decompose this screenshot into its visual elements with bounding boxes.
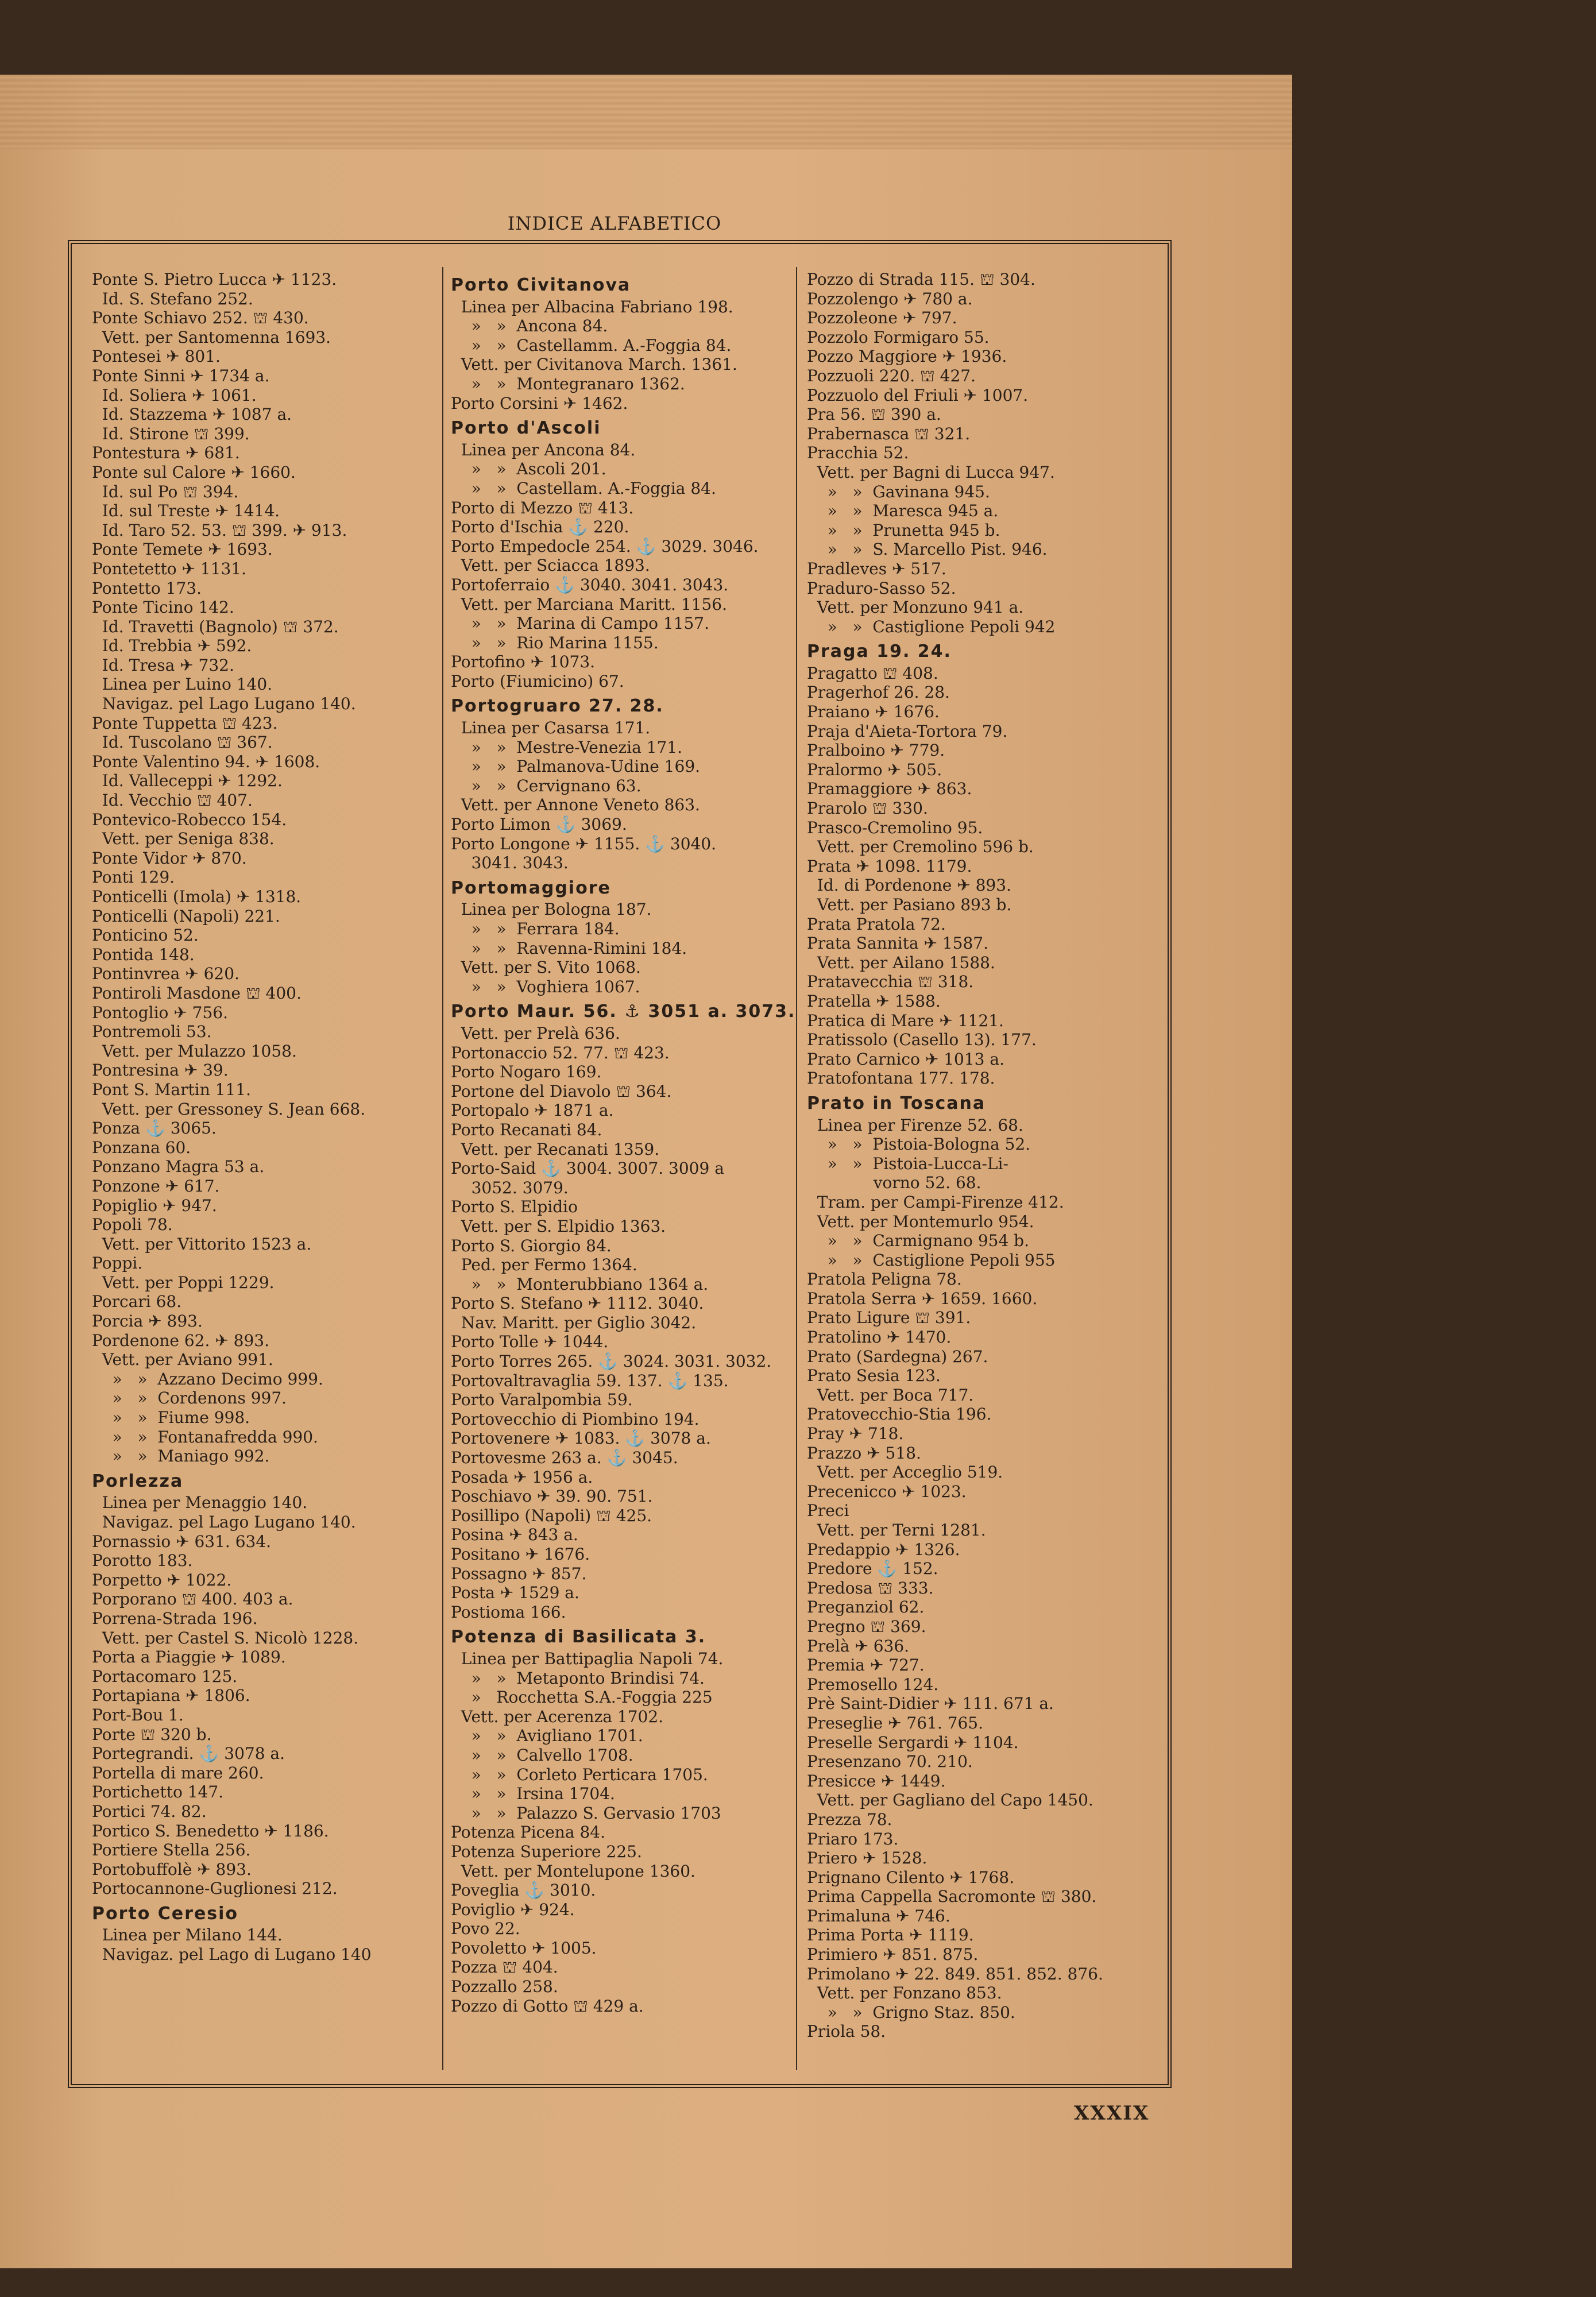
index-entry: Pratella ✈ 1588. [807,991,941,1011]
index-entry: » » Castiglione Pepoli 955 [807,1250,1056,1270]
index-entry: » » Calvello 1708. [451,1745,633,1765]
index-entry: Navigaz. pel Lago Lugano 140. [92,694,356,714]
index-entry: Predappio ✈ 1326. [807,1540,960,1559]
index-entry: Portichetto 147. [92,1782,224,1802]
index-entry: Possagno ✈ 857. [451,1564,587,1583]
index-entry: Primaluna ✈ 746. [807,1906,950,1925]
index-entry: Pontestura ✈ 681. [92,443,240,463]
index-entry: Vett. per Cremolino 596 b. [807,837,1034,857]
index-entry: Ponticelli (Imola) ✈ 1318. [92,887,302,906]
index-entry: Pozzuolo del Friuli ✈ 1007. [807,385,1029,405]
index-entry: Portegrandi. ⚓ 3078 a. [92,1744,285,1764]
index-entry: Primolano ✈ 22. 849. 851. 852. 876. [807,1964,1103,1983]
index-entry: Pontinvrea ✈ 620. [92,964,239,984]
index-entry: » » Castiglione Pepoli 942 [807,617,1056,636]
index-entry: Vett. per Acceglio 519. [807,1463,1003,1482]
index-entry: Prato Sesia 123. [807,1366,941,1386]
index-heading: Portomaggiore [451,878,611,898]
index-entry: Ponte sul Calore ✈ 1660. [92,462,296,482]
column-separator-1 [442,267,443,2070]
index-entry: Vett. per Sciacca 1893. [451,556,650,575]
index-entry: Navigaz. pel Lago Lugano 140. [92,1513,356,1532]
index-entry: » » Prunetta 945 b. [807,520,1000,540]
index-entry: Priero ✈ 1528. [807,1849,928,1868]
index-entry: » » Rio Marina 1155. [451,633,659,652]
index-entry: Ponte Sinni ✈ 1734 a. [92,366,270,385]
index-entry: Ponticino 52. [92,926,199,945]
index-entry: Postioma 166. [451,1602,566,1622]
index-entry: Vett. per Santomenna 1693. [92,327,331,347]
index-entry: » » Azzano Decimo 999. [92,1369,323,1389]
index-entry: Portocannone-Guglionesi 212. [92,1879,338,1898]
index-entry: » » S. Marcello Pist. 946. [807,540,1048,559]
index-entry: » » Fontanafredda 990. [92,1427,318,1447]
index-entry: Ponzano Magra 53 a. [92,1157,265,1177]
index-entry: » » Corleto Perticara 1705. [451,1765,708,1784]
index-entry: Linea per Firenze 52. 68. [807,1115,1023,1135]
index-entry: Prato Ligure ⛫ 391. [807,1308,971,1328]
index-entry: Vett. per Seniga 838. [92,829,275,849]
index-entry: Pontetto 173. [92,578,202,598]
index-entry: Pra 56. ⛫ 390 a. [807,405,941,424]
index-heading: Porto d'Ascoli [451,419,601,438]
index-entry: Vett. per Prelà 636. [451,1023,620,1043]
index-entry: Ponte Valentino 94. ✈ 1608. [92,752,320,771]
index-entry: Portofino ✈ 1073. [451,652,596,672]
index-entry: Premosello 124. [807,1675,939,1694]
index-entry: » » Pistoia-Bologna 52. [807,1135,1031,1154]
index-entry: Portoferraio ⚓ 3040. 3041. 3043. [451,575,729,594]
index-column-1 [92,270,442,1965]
index-entry: Portovecchio di Piombino 194. [451,1409,700,1429]
index-entry: Prarolo ⛫ 330. [807,799,928,818]
index-entry: Positano ✈ 1676. [451,1545,590,1564]
index-entry: Id. Stazzema ✈ 1087 a. [92,405,292,424]
index-entry: Povoletto ✈ 1005. [451,1938,597,1958]
index-entry: Linea per Bologna 187. [451,900,652,919]
index-entry: Portiere Stella 256. [92,1840,251,1860]
index-entry: » » Ferrara 184. [451,919,620,938]
index-entry: Nav. Maritt. per Giglio 3042. [451,1313,697,1332]
index-entry: Pragatto ⛫ 408. [807,663,938,683]
index-entry: Id. Tresa ✈ 732. [92,655,234,675]
index-entry: Pragerhof 26. 28. [807,683,950,702]
index-entry: » » Castellamm. A.-Foggia 84. [451,335,732,355]
index-entry: Id. sul Po ⛫ 394. [92,482,239,501]
index-entry: Pramaggiore ✈ 863. [807,779,972,799]
index-entry: Porto di Mezzo ⛫ 413. [451,498,634,517]
index-entry: Potenza Superiore 225. [451,1842,642,1861]
index-entry: Pontoglio ✈ 756. [92,1003,229,1022]
index-entry: Poppi. [92,1254,143,1273]
index-entry: Linea per Ancona 84. [451,440,636,459]
index-entry: Id. sul Treste ✈ 1414. [92,501,280,521]
index-entry: Portico S. Benedetto ✈ 1186. [92,1821,329,1840]
index-entry: Prima Porta ✈ 1119. [807,1925,974,1945]
index-entry: » » Mestre-Venezia 171. [451,737,683,757]
index-heading: Portogruaro 27. 28. [451,697,664,717]
index-entry: Preganziol 62. [807,1598,925,1617]
index-entry: Pontremoli 53. [92,1022,212,1042]
index-entry: Vett. per Montemurlo 954. [807,1212,1034,1231]
index-entry: Pratola Peligna 78. [807,1270,962,1289]
index-entry: Portovenere ✈ 1083. ⚓ 3078 a. [451,1429,711,1448]
index-entry: Pratissolo (Casello 13). 177. [807,1030,1037,1050]
index-entry: Portici 74. 82. [92,1801,207,1821]
index-entry: Vett. per Recanati 1359. [451,1139,660,1159]
index-entry: Pregno ⛫ 369. [807,1617,926,1636]
index-entry: Pontetetto ✈ 1131. [92,559,247,578]
index-entry: Prato Carnico ✈ 1013 a. [807,1049,1004,1069]
index-entry: Porto S. Giorgio 84. [451,1236,612,1255]
index-entry: Ponte Schiavo 252. ⛫ 430. [92,308,309,328]
index-entry: » » Ancona 84. [451,316,608,336]
index-entry: Ponti 129. [92,868,175,887]
index-entry: Ped. per Fermo 1364. [451,1255,637,1275]
index-entry: Pratavecchia ⛫ 318. [807,972,974,992]
index-entry: Pornassio ✈ 631. 634. [92,1532,272,1551]
index-entry: Premia ✈ 727. [807,1656,925,1675]
index-entry: Prata ✈ 1098. 1179. [807,856,972,876]
index-entry: Id. Travetti (Bagnolo) ⛫ 372. [92,617,339,636]
index-entry: Portovaltravaglia 59. 137. ⚓ 135. [451,1371,729,1390]
index-entry: Precenicco ✈ 1023. [807,1482,967,1501]
index-entry: Tram. per Campi-Firenze 412. [807,1192,1064,1212]
index-entry: » » Irsina 1704. [451,1784,615,1804]
index-entry: Id. Valleceppi ✈ 1292. [92,771,283,791]
index-entry: Portacomaro 125. [92,1666,238,1686]
index-entry: Posina ✈ 843 a. [451,1525,578,1545]
index-entry: Vett. per Gagliano del Capo 1450. [807,1791,1093,1810]
index-entry: Porto Varalpombia 59. [451,1390,633,1410]
index-entry: Vett. per Poppi 1229. [92,1273,275,1292]
index-entry: » » Palazzo S. Gervasio 1703 [451,1803,721,1823]
index-entry: Pordenone 62. ✈ 893. [92,1331,269,1350]
index-entry: Pratovecchio-Stia 196. [807,1405,992,1424]
index-entry: Vett. per Castel S. Nicolò 1228. [92,1628,359,1648]
index-entry: Vett. per Aviano 991. [92,1350,273,1370]
index-entry: » » Voghiera 1067. [451,977,640,996]
index-entry: Poviglio ✈ 924. [451,1900,575,1919]
index-entry: » » Cordenons 997. [92,1389,287,1408]
index-entry: Presicce ✈ 1449. [807,1771,946,1791]
index-entry: » » Fiume 998. [92,1408,250,1428]
index-entry: Id. Vecchio ⛫ 407. [92,791,253,810]
index-heading: Praga 19. 24. [807,642,952,662]
index-entry: Vett. per Pasiano 893 b. [807,895,1012,914]
index-entry: Portapiana ✈ 1806. [92,1686,250,1706]
index-entry: Id. Tuscolano ⛫ 367. [92,733,273,752]
index-entry: vorno 52. 68. [807,1173,981,1193]
index-entry: Vett. per Fonzano 853. [807,1983,1002,2003]
index-entry: Ponte Tuppetta ⛫ 423. [92,713,278,733]
index-entry: Porporano ⛫ 400. 403 a. [92,1590,293,1609]
index-entry: Pralboino ✈ 779. [807,741,945,760]
index-entry: Ponte S. Pietro Lucca ✈ 1123. [92,270,337,289]
index-entry: Vett. per S. Elpidio 1363. [451,1216,666,1236]
index-entry: Pontevico-Robecco 154. [92,810,287,829]
index-entry: » » Avigliano 1701. [451,1726,643,1746]
index-heading: Potenza di Basilicata 3. [451,1627,706,1647]
index-entry: » » Grigno Staz. 850. [807,2002,1015,2022]
index-entry: Posta ✈ 1529 a. [451,1583,579,1603]
index-entry: Linea per Casarsa 171. [451,718,651,738]
index-entry: Portella di mare 260. [92,1763,264,1782]
index-entry: Porto Empedocle 254. ⚓ 3029. 3046. [451,536,759,556]
index-entry: Pozzallo 258. [451,1977,558,1997]
index-entry: Pratolino ✈ 1470. [807,1328,952,1347]
index-entry: Pozzo Maggiore ✈ 1936. [807,347,1007,366]
index-entry: Vett. per Marciana Maritt. 1156. [451,594,727,614]
index-entry: Porto-Said ⚓ 3004. 3007. 3009 a [451,1159,724,1178]
index-entry: Prata Sannita ✈ 1587. [807,934,989,953]
index-entry: Prignano Cilento ✈ 1768. [807,1867,1015,1887]
index-entry: Pontiroli Masdone ⛫ 400. [92,983,302,1003]
index-heading: Porto Ceresio [92,1904,239,1924]
index-entry: Porto d'Ischia ⚓ 220. [451,517,629,537]
index-entry: Port-Bou 1. [92,1705,184,1724]
index-entry: Porcia ✈ 893. [92,1312,203,1331]
index-entry: Portopalo ✈ 1871 a. [451,1101,614,1120]
index-entry: Ponte Temete ✈ 1693. [92,540,273,559]
index-entry: » » Marina di Campo 1157. [451,614,709,633]
index-entry: Potenza Picena 84. [451,1823,605,1842]
index-entry: Pontida 148. [92,945,195,964]
page-header: INDICE ALFABETICO [507,212,722,234]
index-entry: Vett. per Monzuno 941 a. [807,598,1024,617]
index-entry: Pratica di Mare ✈ 1121. [807,1011,1004,1030]
index-entry: Porto Corsini ✈ 1462. [451,393,628,413]
index-entry: Priaro 173. [807,1829,899,1849]
index-entry: Vett. per Acerenza 1702. [451,1707,664,1726]
index-entry: Portovesme 263 a. ⚓ 3045. [451,1448,678,1468]
index-entry: Pozzolengo ✈ 780 a. [807,289,973,308]
index-entry: Ponte Ticino 142. [92,598,234,617]
index-entry: Vett. per Montelupone 1360. [451,1861,695,1881]
index-entry: » » Pistoia-Lucca-Li- [807,1154,1008,1173]
index-entry: Porrena-Strada 196. [92,1608,258,1628]
index-entry: 3041. 3043. [451,853,569,873]
index-entry: » » Montegranaro 1362. [451,374,685,393]
index-entry: Prè Saint-Didier ✈ 111. 671 a. [807,1694,1054,1714]
index-entry: Porto Limon ⚓ 3069. [451,815,627,834]
index-entry: Porto Torres 265. ⚓ 3024. 3031. 3032. [451,1352,772,1371]
index-entry: » » Monterubbiano 1364 a. [451,1274,709,1294]
index-entry: Pracchia 52. [807,443,909,463]
index-entry: Porto Recanati 84. [451,1120,602,1139]
index-entry: Porto S. Stefano ✈ 1112. 3040. [451,1294,704,1313]
index-entry: Vett. per Annone Veneto 863. [451,795,700,815]
index-entry: Vett. per Gressoney S. Jean 668. [92,1099,366,1119]
index-entry: Pozzo di Gotto ⛫ 429 a. [451,1996,644,2016]
index-entry: » » Metaponto Brindisi 74. [451,1668,705,1688]
index-entry: Id. Soliera ✈ 1061. [92,385,257,405]
index-entry: Vett. per Terni 1281. [807,1521,986,1540]
index-entry: Prazzo ✈ 518. [807,1443,921,1463]
index-entry: Poschiavo ✈ 39. 90. 751. [451,1487,653,1506]
index-entry: Prabernasca ⛫ 321. [807,424,971,443]
index-entry: Vett. per Civitanova March. 1361. [451,355,737,374]
index-heading: Porlezza [92,1471,184,1491]
index-entry: Vett. per S. Vito 1068. [451,958,641,977]
index-entry: Pozzolo Formigaro 55. [807,327,990,347]
index-entry: Linea per Albacina Fabriano 198. [451,297,733,316]
index-entry: Porto Longone ✈ 1155. ⚓ 3040. [451,834,717,853]
index-entry: Linea per Luino 140. [92,675,273,694]
index-entry: » » Ascoli 201. [451,459,606,479]
index-entry: Id. di Pordenone ✈ 893. [807,876,1011,895]
index-entry: Preseglie ✈ 761. 765. [807,1713,983,1733]
index-entry: Praiano ✈ 1676. [807,702,940,722]
index-entry: Vett. per Boca 717. [807,1385,974,1405]
index-entry: Porte ⛫ 320 b. [92,1724,212,1744]
index-entry: Id. S. Stefano 252. [92,289,253,308]
index-entry: Prasco-Cremolino 95. [807,818,983,837]
index-entry: Vett. per Mulazzo 1058. [92,1041,297,1061]
index-entry: Pozzo di Strada 115. ⛫ 304. [807,270,1035,289]
index-entry: Pratola Serra ✈ 1659. 1660. [807,1289,1038,1308]
index-entry: Pontresina ✈ 39. [92,1061,229,1080]
index-entry: Poveglia ⚓ 3010. [451,1881,596,1900]
index-entry: Posillipo (Napoli) ⛫ 425. [451,1506,652,1525]
index-entry: » » Maresca 945 a. [807,501,999,521]
index-entry: » » Carmignano 954 b. [807,1231,1029,1251]
index-entry: Ponzana 60. [92,1138,191,1157]
index-entry: Praduro-Sasso 52. [807,578,956,598]
index-entry: Vett. per Bagni di Lucca 947. [807,462,1055,482]
index-entry: » » Gavinana 945. [807,482,990,501]
index-entry: Porto (Fiumicino) 67. [451,671,624,691]
index-entry: Praja d'Aieta-Tortora 79. [807,721,1008,741]
index-entry: Pont S. Martin 111. [92,1080,251,1099]
index-entry: Pratofontana 177. 178. [807,1069,995,1088]
index-entry: Preci [807,1501,849,1521]
index-entry: Posada ✈ 1956 a. [451,1467,593,1487]
index-entry: Linea per Menaggio 140. [92,1493,308,1513]
index-column-2 [451,270,801,2016]
index-heading: Porto Maur. 56. ⚓ 3051 a. 3073. [451,1002,796,1022]
index-entry: Linea per Battipaglia Napoli 74. [451,1649,724,1668]
index-entry: Porto S. Elpidio [451,1197,578,1217]
index-entry: Ponte Vidor ✈ 870. [92,848,247,868]
index-entry: Popoli 78. [92,1215,173,1235]
index-entry: Predore ⚓ 152. [807,1559,938,1579]
index-entry: Pozzuoli 220. ⛫ 427. [807,366,976,385]
index-entry: Porotto 183. [92,1551,193,1571]
index-entry: Portonaccio 52. 77. ⛫ 423. [451,1043,670,1062]
index-entry: Navigaz. pel Lago di Lugano 140 [92,1945,372,1965]
index-entry: Id. Trebbia ✈ 592. [92,636,252,656]
index-entry: Porto Nogaro 169. [451,1062,602,1082]
index-entry: Prezza 78. [807,1809,892,1829]
index-entry: Porta a Piaggie ✈ 1089. [92,1648,286,1667]
index-entry: Prata Pratola 72. [807,914,946,934]
index-entry: » » Ravenna-Rimini 184. [451,938,687,958]
index-entry: Prelà ✈ 636. [807,1636,910,1656]
index-entry: Id. Taro 52. 53. ⛫ 399. ✈ 913. [92,520,347,540]
index-entry: » » Cervignano 63. [451,776,642,795]
index-entry: Ponzone ✈ 617. [92,1176,220,1196]
index-entry: Preselle Sergardi ✈ 1104. [807,1733,1019,1752]
index-entry: Predosa ⛫ 333. [807,1578,934,1598]
index-entry: Prato (Sardegna) 267. [807,1347,988,1366]
index-entry: Pradleves ✈ 517. [807,559,946,578]
index-entry: Pozzoleone ✈ 797. [807,308,957,328]
index-entry: Priola 58. [807,2022,886,2041]
index-entry: » » Palmanova-Udine 169. [451,757,701,776]
page-top-edge [0,75,1292,149]
index-entry: » » Castellam. A.-Foggia 84. [451,478,716,498]
index-entry: Vett. per Vittorito 1523 a. [92,1234,312,1254]
index-entry: Primiero ✈ 851. 875. [807,1945,979,1965]
index-entry: Portobuffolè ✈ 893. [92,1859,252,1879]
index-entry: Pozza ⛫ 404. [451,1958,558,1977]
index-entry: Popiglio ✈ 947. [92,1196,217,1215]
index-entry: Pray ✈ 718. [807,1424,904,1444]
index-entry: Porto Tolle ✈ 1044. [451,1332,609,1352]
index-entry: Linea per Milano 144. [92,1925,283,1945]
index-entry: Vett. per Ailano 1588. [807,953,995,972]
index-heading: Prato in Toscana [807,1093,986,1113]
page-number: XXXIX [1074,2102,1150,2125]
index-entry: Povo 22. [451,1919,520,1939]
index-entry: Porcari 68. [92,1292,182,1312]
index-entry: 3052. 3079. [451,1178,569,1197]
index-heading: Porto Civitanova [451,276,631,295]
index-entry: » Rocchetta S.A.-Foggia 225 [451,1688,713,1707]
index-column-3 [807,270,1157,2041]
index-entry: Id. Stirone ⛫ 399. [92,424,250,443]
index-entry: Porpetto ✈ 1022. [92,1570,232,1590]
index-entry: » » Maniago 992. [92,1447,270,1466]
index-entry: Ponticelli (Napoli) 221. [92,906,280,926]
index-entry: Pralormo ✈ 505. [807,760,942,779]
index-entry: Presenzano 70. 210. [807,1752,973,1772]
index-entry: Ponza ⚓ 3065. [92,1119,217,1138]
index-entry: Prima Cappella Sacromonte ⛫ 380. [807,1887,1097,1907]
index-entry: Pontesei ✈ 801. [92,347,221,366]
index-entry: Portone del Diavolo ⛫ 364. [451,1081,672,1101]
